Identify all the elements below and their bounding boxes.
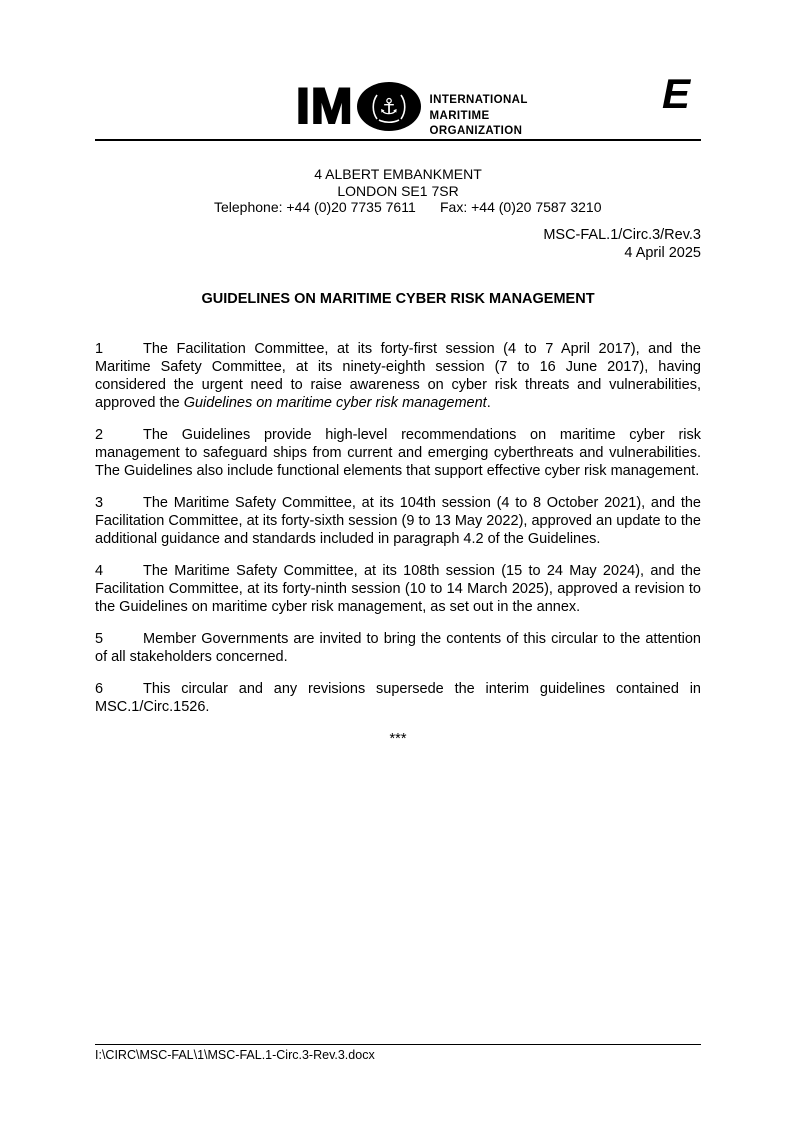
reference-block <box>95 227 701 262</box>
paragraph-6-text: This circular and any revisions supersede the interim guidelines contained in MSC.1/Circ.1526. <box>95 681 701 715</box>
org-name-line1: INTERNATIONAL <box>429 94 528 106</box>
paragraph-4-number: 4 <box>95 563 104 579</box>
language-indicator: E <box>662 70 691 117</box>
org-name-line3: ORGANIZATION <box>429 125 523 137</box>
paragraph-1-italic-text: Guidelines on maritime cyber risk management <box>183 395 487 411</box>
telephone-number: Telephone: +44 (0)20 7735 7611 <box>214 199 416 215</box>
document-body <box>95 340 701 748</box>
address-block <box>95 166 701 216</box>
paragraph-5 <box>95 630 701 666</box>
paragraph-2 <box>95 426 701 480</box>
header-divider <box>95 139 701 141</box>
paragraph-4 <box>95 562 701 616</box>
anchor-wreath-icon <box>367 88 411 126</box>
paragraph-6-number: 6 <box>95 681 104 697</box>
imo-logo-emblem <box>357 82 421 131</box>
imo-logo <box>296 78 528 140</box>
paragraph-1-text-end: . <box>486 395 491 411</box>
fax-number: Fax: +44 (0)20 7587 3210 <box>440 199 602 215</box>
paragraph-1-number: 1 <box>95 341 104 357</box>
address-line1: 4 ALBERT EMBANKMENT <box>314 166 482 182</box>
paragraph-5-text: Member Governments are invited to bring the contents of this circular to the attention of all stakeholders concerned. <box>95 631 701 665</box>
paragraph-6 <box>95 680 701 716</box>
paragraph-5-number: 5 <box>95 631 104 647</box>
paragraph-3-number: 3 <box>95 495 104 511</box>
address-line2: LONDON SE1 7SR <box>337 182 459 199</box>
paragraph-2-text: The Guidelines provide high-level recommendations on maritime cyber risk management to safeguard ships from current and emerging cyberthreats and vulnerabilities. The Guidelines also include functional elements that support effective cyber risk management. <box>95 427 701 479</box>
telephone-fax-row <box>95 199 701 216</box>
paragraph-4-text: The Maritime Safety Committee, at its 108th session (15 to 24 May 2024), and the Facilitation Committee, at its forty-ninth session (10 to 14 March 2025), approved a revision to the Guidelines on maritime cyber risk management, as set out in the annex. <box>95 563 701 615</box>
org-name-line2: MARITIME <box>429 109 490 122</box>
paragraph-3 <box>95 494 701 548</box>
document-date: 4 April 2025 <box>624 244 701 261</box>
document-title: GUIDELINES ON MARITIME CYBER RISK MANAGEMENT <box>201 291 595 307</box>
paragraph-2-number: 2 <box>95 427 104 443</box>
end-separator: *** <box>389 731 407 747</box>
document-reference: MSC-FAL.1/Circ.3/Rev.3 <box>543 227 701 243</box>
org-name <box>430 82 528 140</box>
paragraph-3-text: The Maritime Safety Committee, at its 104th session (4 to 8 October 2021), and the Facilitation Committee, at its forty-sixth session (9 to 13 May 2022), approved an update to the additional guidance and standards included in paragraph 4.2 of the Guidelines. <box>95 495 701 547</box>
imo-logo-letters: IM <box>296 78 354 134</box>
paragraph-1-text: The Facilitation Committee, at its forty-first session (4 to 7 April 2017), and the Maritime Safety Committee, at its ninety-eighth session (7 to 16 June 2017), having considered the urgent need to raise awareness on cyber risk threats and vulnerabilities, approved the <box>95 341 701 411</box>
svg-text:⚓: ⚓ <box>378 94 399 120</box>
paragraph-1 <box>95 340 701 412</box>
footer <box>95 1044 701 1062</box>
footer-file-path: I:\CIRC\MSC-FAL\1\MSC-FAL.1-Circ.3-Rev.3.docx <box>95 1048 375 1062</box>
